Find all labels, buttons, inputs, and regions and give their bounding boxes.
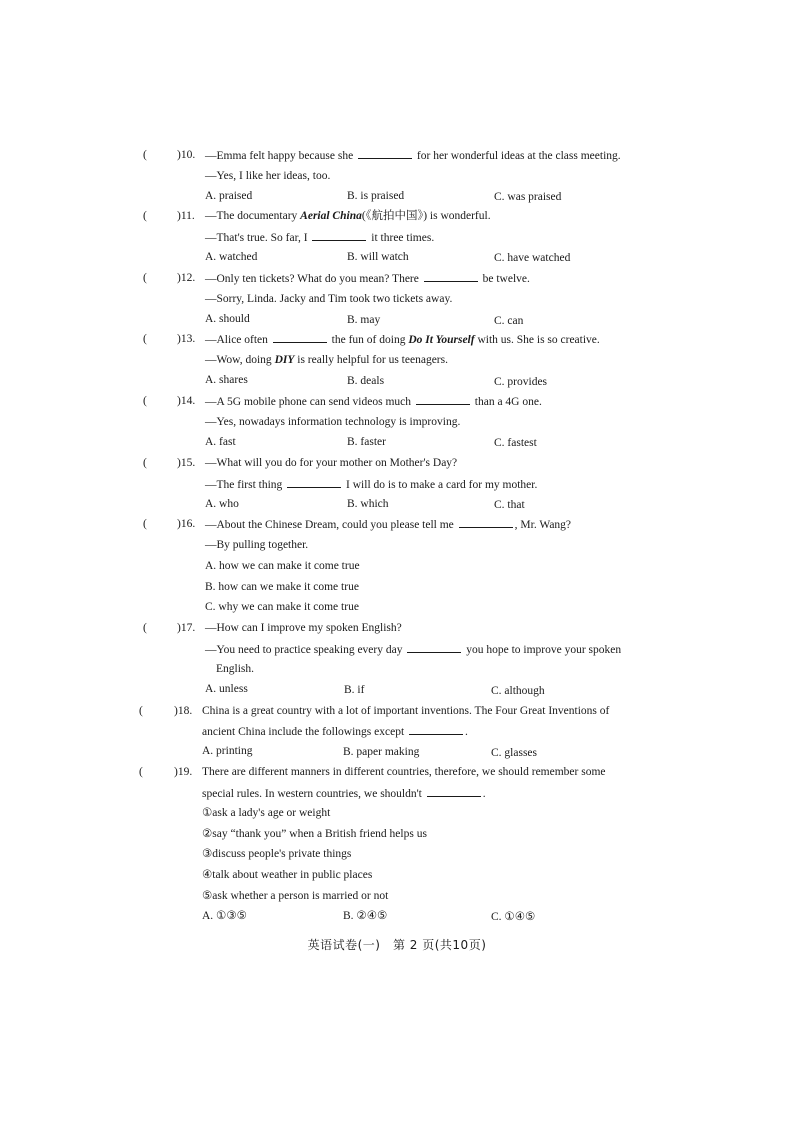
option-a: A. praised bbox=[205, 190, 253, 202]
question-number: )16. bbox=[177, 518, 196, 530]
answer-blank bbox=[407, 642, 461, 653]
option-b: B. paper making bbox=[343, 746, 420, 758]
option-c: C. glasses bbox=[491, 747, 537, 759]
option-c: C. have watched bbox=[494, 252, 571, 264]
option-b: B. ②④⑤ bbox=[343, 910, 388, 922]
option-b: B. faster bbox=[347, 436, 386, 448]
question-text: —Emma felt happy because she for her wonderful ideas at the class meeting. bbox=[205, 150, 621, 162]
option-b: B. if bbox=[344, 684, 365, 696]
question-text: —Yes, nowadays information technology is improving. bbox=[205, 416, 461, 428]
list-item: ①ask a lady's age or weight bbox=[202, 807, 331, 819]
question-text: —What will you do for your mother on Mother's Day? bbox=[205, 457, 458, 469]
question-text: English. bbox=[216, 663, 255, 675]
option-b: B. which bbox=[347, 498, 389, 510]
option-b: B. how can we make it come true bbox=[205, 581, 359, 593]
question-text: special rules. In western countries, we shouldn't . bbox=[202, 788, 486, 800]
answer-blank bbox=[312, 230, 366, 241]
question-number: )19. bbox=[174, 766, 193, 778]
option-a: A. shares bbox=[205, 374, 248, 386]
question-text: —Wow, doing DIY is really helpful for us teenagers. bbox=[205, 354, 448, 366]
option-c: C. provides bbox=[494, 376, 548, 388]
answer-paren-open: ( bbox=[143, 272, 147, 284]
question-number: )15. bbox=[177, 457, 196, 469]
question-text: —You need to practice speaking every day you hope to improve your spoken bbox=[205, 644, 622, 656]
question-text: —Sorry, Linda. Jacky and Tim took two tickets away. bbox=[205, 293, 453, 305]
option-c: C. that bbox=[494, 499, 525, 511]
question-text: There are different manners in different countries, therefore, we should remember some bbox=[202, 766, 606, 778]
question-number: )18. bbox=[174, 705, 193, 717]
answer-paren-open: ( bbox=[139, 766, 143, 778]
list-item: ④talk about weather in public places bbox=[202, 869, 373, 881]
answer-blank bbox=[416, 394, 470, 405]
question-text: —The first thing I will do is to make a card for my mother. bbox=[205, 479, 538, 491]
question-number: )11. bbox=[177, 210, 195, 222]
option-a: A. who bbox=[205, 498, 239, 510]
list-item: ⑤ask whether a person is married or not bbox=[202, 890, 389, 902]
list-item: ②say “thank you” when a British friend helps us bbox=[202, 828, 427, 840]
answer-blank bbox=[409, 724, 463, 735]
option-a: A. printing bbox=[202, 745, 253, 757]
option-c: C. ①④⑤ bbox=[491, 911, 536, 923]
answer-paren-open: ( bbox=[139, 705, 143, 717]
answer-blank bbox=[427, 786, 481, 797]
option-c: C. fastest bbox=[494, 437, 537, 449]
option-b: B. deals bbox=[347, 375, 385, 387]
option-b: B. will watch bbox=[347, 251, 409, 263]
question-text: —About the Chinese Dream, could you please tell me , Mr. Wang? bbox=[205, 519, 572, 531]
question-text: —Yes, I like her ideas, too. bbox=[205, 170, 331, 182]
question-text: —Only ten tickets? What do you mean? There be twelve. bbox=[205, 273, 530, 285]
answer-paren-open: ( bbox=[143, 518, 147, 530]
question-number: )12. bbox=[177, 272, 196, 284]
answer-blank bbox=[358, 148, 412, 159]
question-number: )13. bbox=[177, 333, 196, 345]
answer-blank bbox=[424, 271, 478, 282]
option-a: A. watched bbox=[205, 251, 258, 263]
answer-paren-open: ( bbox=[143, 395, 147, 407]
question-text: China is a great country with a lot of important inventions. The Four Great Inventions of bbox=[202, 705, 610, 717]
answer-blank bbox=[459, 517, 513, 528]
option-b: B. is praised bbox=[347, 190, 405, 202]
option-a: A. unless bbox=[205, 683, 248, 695]
question-number: )10. bbox=[177, 149, 196, 161]
question-text: ancient China include the followings except . bbox=[202, 726, 468, 738]
option-c: C. can bbox=[494, 315, 524, 327]
question-text: —That's true. So far, I it three times. bbox=[205, 232, 435, 244]
option-a: A. fast bbox=[205, 436, 236, 448]
answer-paren-open: ( bbox=[143, 457, 147, 469]
question-number: )14. bbox=[177, 395, 196, 407]
answer-blank bbox=[287, 477, 341, 488]
page-footer: 英语试卷(一) 第 2 页(共10页) bbox=[307, 938, 487, 952]
option-a: A. should bbox=[205, 313, 250, 325]
question-text: —Alice often the fun of doing Do It Yourself with us. She is so creative. bbox=[205, 334, 600, 346]
option-c: C. although bbox=[491, 685, 545, 697]
question-text: —By pulling together. bbox=[205, 539, 309, 551]
answer-paren-open: ( bbox=[143, 333, 147, 345]
option-b: B. may bbox=[347, 314, 381, 326]
answer-paren-open: ( bbox=[143, 210, 147, 222]
answer-paren-open: ( bbox=[143, 149, 147, 161]
option-c: C. was praised bbox=[494, 191, 562, 203]
list-item: ③discuss people's private things bbox=[202, 848, 352, 860]
option-a: A. ①③⑤ bbox=[202, 910, 247, 922]
answer-blank bbox=[273, 332, 327, 343]
answer-paren-open: ( bbox=[143, 622, 147, 634]
question-text: —The documentary Aerial China(《航拍中国》) is wonderful. bbox=[205, 210, 491, 222]
question-number: )17. bbox=[177, 622, 196, 634]
option-a: A. how we can make it come true bbox=[205, 560, 360, 572]
option-c: C. why we can make it come true bbox=[205, 601, 359, 613]
question-text: —A 5G mobile phone can send videos much than a 4G one. bbox=[205, 396, 542, 408]
question-text: —How can I improve my spoken English? bbox=[205, 622, 402, 634]
